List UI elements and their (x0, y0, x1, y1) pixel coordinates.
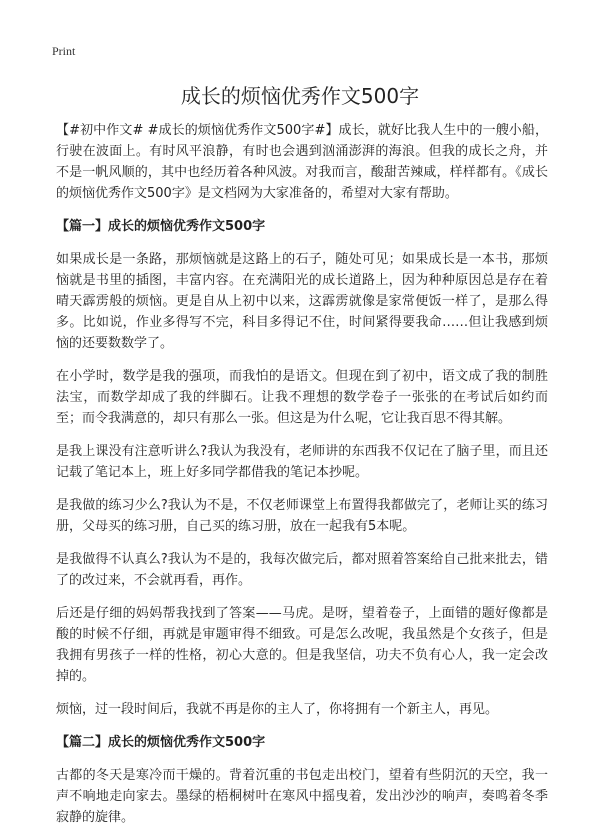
section-heading-2: 【篇二】成长的烦恼优秀作文500字 (56, 735, 266, 750)
page-title: 成长的烦恼优秀作文500字 (180, 84, 420, 108)
paragraph: 古都的冬天是寒冷而干燥的。背着沉重的书包走出校门，望着有些阴沉的天空，我一声不响地走向家去。墨绿的梧桐树叶在寒风中摇曳着，发出沙沙的响声，奏鸣着冬季寂静的旋律。 (56, 768, 548, 825)
paragraph: 是我做的练习少么?我认为不是，不仅老师课堂上布置得我都做完了，老师让买的练习册，父母买的练习册，自己买的练习册，放在一起我有5本呢。 (56, 498, 548, 534)
paragraph: 烦恼，过一段时间后，我就不再是你的主人了，你将拥有一个新主人，再见。 (56, 702, 499, 717)
paragraph: 如果成长是一条路，那烦恼就是这路上的石子，随处可见；如果成长是一本书，那烦恼就是书里的插图，丰富内容。在充满阳光的成长道路上，因为种种原因总是存在着晴天霹雳般的烦恼。更是自从上初中以来，这霹雳就像是家常便饭一样了，是那么得多。比如说，作业多得写不完，科目多得记不住，时间紧得要我命……但让我感到烦恼的还要数数学了。 (56, 252, 548, 351)
paragraph: 后还是仔细的妈妈帮我找到了答案——马虎。是呀，望着卷子，上面错的题好像都是酸的时候不仔细，再就是审题审得不细致。可是怎么改呢，我虽然是个女孩子，但是我拥有男孩子一样的性格，初心大意的。但是我坚信，功夫不负有心人，我一定会改掉的。 (56, 606, 548, 684)
section-heading-1: 【篇一】成长的烦恼优秀作文500字 (56, 219, 266, 234)
print-link[interactable]: Print (52, 44, 76, 58)
paragraph: 在小学时，数学是我的强项，而我怕的是语文。但现在到了初中，语文成了我的制胜法宝，而数学却成了我的绊脚石。让我不理想的数学卷子一张张的在考试后如约而至；而令我满意的，却只有那么一张。但这是为什么呢，它让我百思不得其解。 (56, 369, 548, 426)
paragraph: 是我做得不认真么?我认为不是的，我每次做完后，都对照着答案给自己批来批去，错了的改过来，不会就再看，再作。 (56, 552, 548, 588)
article-body (56, 120, 548, 840)
paragraph: 是我上课没有注意听讲么?我认为我没有，老师讲的东西我不仅记在了脑子里，而且还记载了笔记本上，班上好多同学都借我的笔记本抄呢。 (56, 444, 548, 480)
intro-paragraph: 【#初中作文# #成长的烦恼优秀作文500字#】成长，就好比我人生中的一艘小船，行驶在波面上。有时风平浪静，有时也会遇到汹涌澎湃的海浪。但我的成长之舟，并不是一帆风顺的，其中也经历着各种风波。对我而言，酸甜苦辣咸，样样都有。《成长的烦恼优秀作文500字》是文档网为大家准备的，希望对大家有帮助。 (56, 123, 548, 201)
